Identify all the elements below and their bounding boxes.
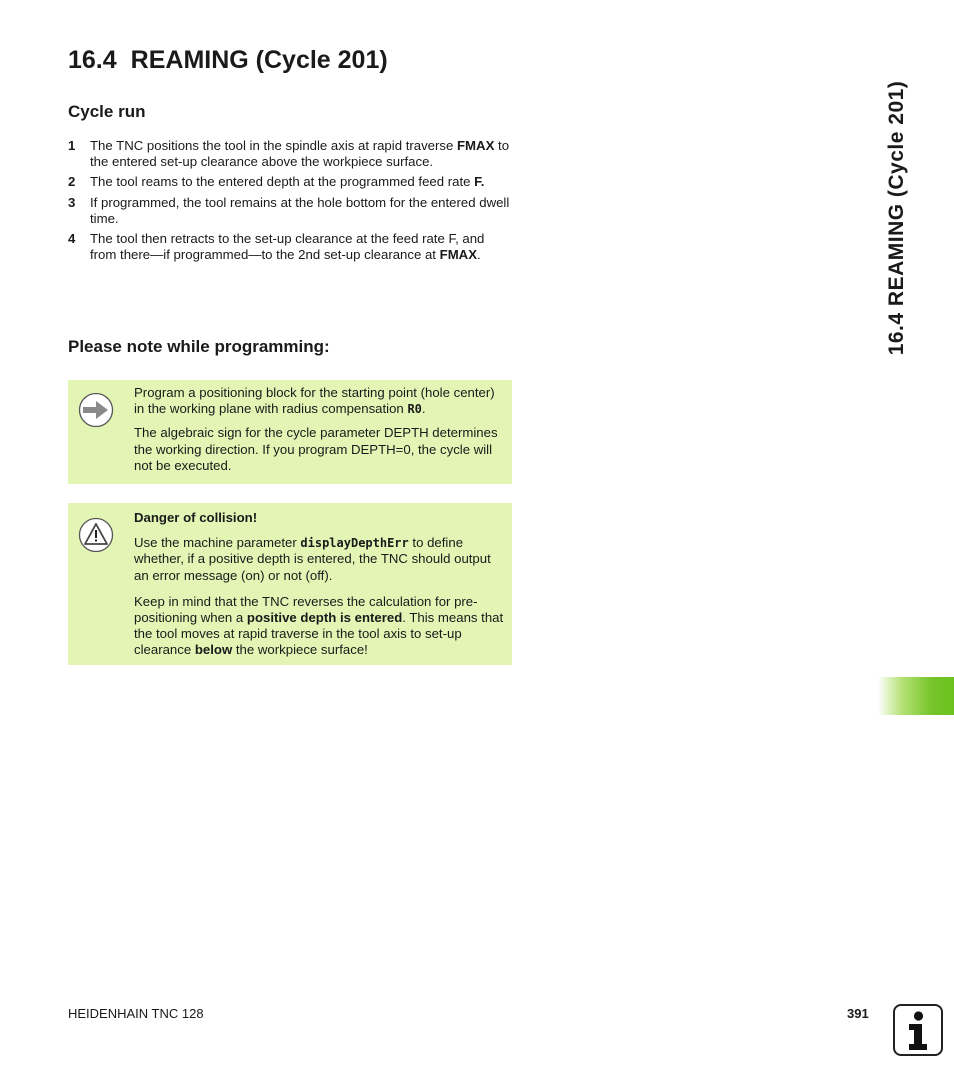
step-text: The tool then retracts to the set-up clearance at the feed rate F, and from there—if programmed—to the 2nd set-up clearance at: [90, 231, 485, 263]
warning-bold-text: positive depth is entered: [246, 610, 403, 626]
step-text: The TNC positions the tool in the spindle axis at rapid traverse: [90, 138, 457, 153]
arrow-right-icon: [78, 392, 114, 428]
warning-text-end: to define whether, if a positive depth is entered, the TNC should output an error message (on) or not (off).: [134, 535, 491, 583]
step-text: If programmed, the tool remains at the hole bottom for the entered dwell time.: [90, 194, 510, 226]
list-item: [68, 174, 512, 190]
info-text: Program a positioning block for the starting point (hole center) in the working plane with radius compensation: [134, 385, 495, 417]
info-paragraph-1: [134, 385, 506, 417]
warning-note-text: [134, 510, 506, 667]
list-item: [68, 138, 512, 170]
info-paragraph-2: The algebraic sign for the cycle parameter DEPTH determines the working direction. If you program DEPTH=0, the cycle will not be executed.: [134, 425, 498, 473]
footer-product: HEIDENHAIN TNC 128: [68, 1006, 204, 1021]
notes-heading: Please note while programming:: [68, 337, 330, 356]
warning-triangle-icon: [78, 517, 114, 553]
info-text-end: .: [421, 401, 426, 417]
step-text-end: to the entered set-up clearance above the workpiece surface.: [90, 138, 510, 170]
warning-text: Use the machine parameter: [134, 535, 301, 551]
step-text: The tool reams to the entered depth at the programmed feed rate: [90, 174, 475, 190]
warning-bold-text: below: [194, 642, 233, 658]
step-number: 2: [68, 174, 76, 190]
side-running-header: 16.4 REAMING (Cycle 201): [885, 80, 908, 356]
warning-text-end: the workpiece surface!: [232, 642, 368, 658]
list-item: [68, 231, 512, 263]
step-number: 1: [68, 138, 76, 153]
section-number: 16.4: [68, 46, 117, 74]
code-parameter: displayDepthErr: [300, 536, 409, 551]
code-r0: R0: [407, 402, 422, 417]
warning-paragraph-2: [134, 594, 506, 659]
step-bold-text: FMAX: [457, 138, 495, 153]
page-title: [68, 46, 388, 75]
section-title: REAMING (Cycle 201): [130, 46, 388, 74]
warning-title: Danger of collision!: [134, 510, 258, 525]
step-number: 4: [68, 231, 76, 247]
info-icon[interactable]: [893, 1004, 943, 1056]
cycle-run-heading: Cycle run: [68, 102, 146, 121]
warning-paragraph-1: [134, 535, 506, 584]
step-text-end: .: [477, 247, 481, 263]
warning-text: Keep in mind that the TNC reverses the calculation for pre-positioning when a: [134, 593, 478, 626]
chapter-tab-marker: [878, 677, 954, 715]
step-bold-text: F.: [474, 174, 485, 190]
list-item: [68, 195, 512, 227]
info-note-text: [134, 385, 506, 482]
info-note-box: [68, 380, 512, 484]
warning-note-box: [68, 503, 512, 665]
warning-text-mid: . This means that the tool moves at rapid traverse in the tool axis to set-up clearance: [134, 610, 504, 658]
cycle-steps-list: [68, 138, 512, 267]
step-number: 3: [68, 194, 76, 210]
step-bold-text: FMAX: [439, 247, 478, 263]
page-number: 391: [847, 1006, 869, 1021]
